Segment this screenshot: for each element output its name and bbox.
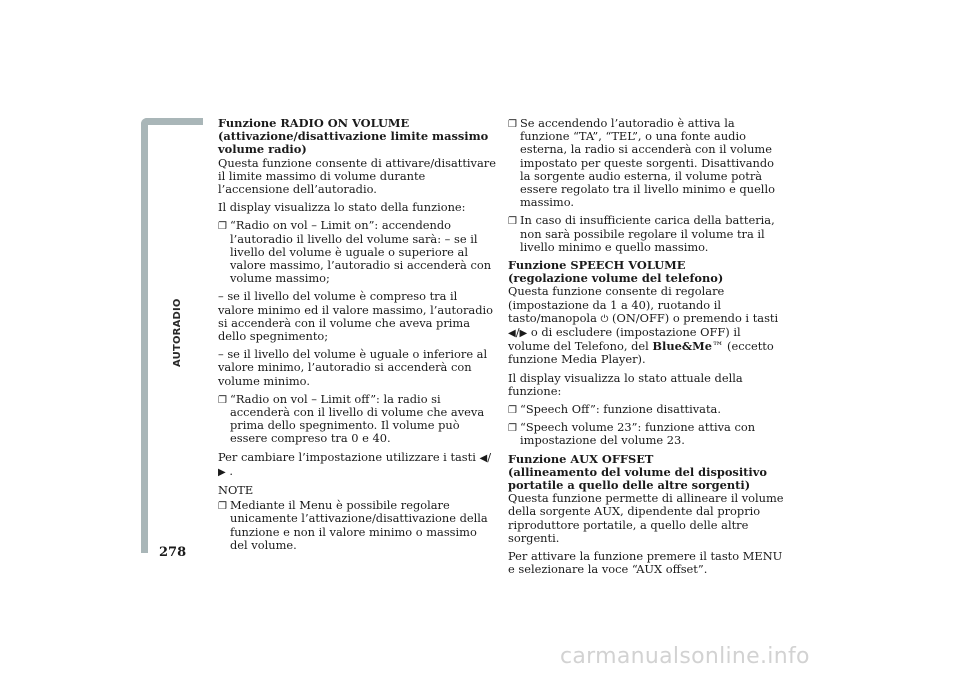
bullet-text: “Speech Off”: funzione disattivata. — [520, 402, 721, 417]
paragraph — [508, 285, 786, 366]
left-arrow-icon: ◀ — [508, 328, 516, 340]
paragraph — [218, 451, 496, 479]
subheading-text: attivazione/disattivazione limite massimo volume radio — [218, 129, 489, 157]
paragraph: – se il livello del volume è compreso tra il valore minimo ed il valore massimo, l’autoradio si accenderà con il volume che aveva prima dello spegnimento; — [218, 289, 494, 344]
watermark: carmanualsonline.info — [560, 644, 810, 669]
brand-name: Blue&Me — [652, 339, 713, 354]
paragraph: Il display visualizza lo stato attuale della funzione: — [508, 370, 743, 398]
paren-close: ) — [717, 271, 724, 286]
bullet-item — [508, 421, 786, 447]
paren-close: ) — [744, 478, 751, 493]
checkbox-bullet-icon: ❐ — [508, 119, 517, 130]
aux-offset-heading: Funzione AUX OFFSET — [508, 451, 654, 466]
paragraph: Il display visualizza lo stato della funzione: — [218, 200, 466, 215]
paragraph: Per attivare la funzione premere il tasto MENU e selezionare la voce “AUX offset”. — [508, 549, 783, 577]
paren-open: ( — [508, 271, 514, 286]
paragraph: Questa funzione consente di attivare/disattivare il limite massimo di volume durante l’accensione dell’autoradio. — [218, 155, 496, 197]
checkbox-bullet-icon: ❐ — [508, 423, 517, 435]
checkbox-bullet-icon: ❐ — [508, 216, 517, 228]
right-arrow-icon: ▶ — [519, 328, 528, 340]
paragraph-text: Per cambiare l’impostazione utilizzare i tasti — [218, 449, 476, 464]
period: . — [229, 463, 233, 478]
bullet-item — [508, 214, 786, 254]
power-icon: ⏻ — [600, 313, 609, 325]
left-arrow-icon: ◀ — [479, 452, 488, 464]
paragraph-text: (ON/OFF) o premendo i tasti — [612, 310, 779, 325]
paragraph-text: ™ (eccetto funzione Media Player). — [508, 339, 774, 367]
subheading-text: allineamento del volume del dispositivo portatile a quello delle altre sorgenti — [508, 464, 767, 493]
separator: / — [515, 325, 520, 340]
paren-close: ) — [301, 142, 307, 157]
paragraph-text: o di escludere (impostazione OFF) il volume del Telefono, del — [508, 325, 741, 354]
note-label: NOTE — [218, 483, 254, 498]
checkbox-bullet-icon: ❐ — [218, 394, 227, 406]
bullet-item — [508, 117, 786, 209]
paragraph: – se il livello del volume è uguale o inferiore al valore minimo, l’autoradio si accenderà con volume minimo. — [218, 347, 488, 388]
paragraph-text: Questa funzione consente di regolare (impostazione da 1 a 40), ruotando il tasto/manopola — [508, 284, 725, 325]
subheading-text: regolazione volume del telefono — [513, 271, 718, 286]
bullet-item — [508, 403, 786, 416]
right-arrow-icon: ▶ — [218, 466, 226, 478]
bullet-text: Se accendendo l’autoradio è attiva la funzione “TA”, “TEL”, o una fonte audio esterna, la radio si accenderà con il volume impostato per queste sorgenti. Disattivando la sorgente audio esterna, il volume potrà essere regolato tra il livello minimo e quello massimo. — [520, 116, 775, 210]
bullet-text: “Radio on vol – Limit on”: accendendo l’autoradio il livello del volume sarà: – se il livello del volume è uguale o superiore al valore massimo, l’autoradio si accenderà con volume massimo; — [230, 218, 492, 286]
checkbox-bullet-icon: ❐ — [218, 501, 227, 513]
bullet-item — [218, 219, 496, 285]
bullet-item — [218, 393, 496, 446]
right-column — [508, 117, 786, 582]
bullet-text: “Speech volume 23”: funzione attiva con impostazione del volume 23. — [520, 420, 756, 448]
side-rule-top — [141, 118, 203, 125]
radio-on-volume-heading: Funzione RADIO ON VOLUME — [218, 116, 410, 130]
paren-open: ( — [218, 129, 224, 144]
page-number: 278 — [159, 545, 187, 560]
radio-on-volume-subheading — [218, 130, 496, 156]
separator: / — [487, 449, 492, 464]
speech-volume-heading: Funzione SPEECH VOLUME — [508, 258, 686, 273]
bullet-item — [218, 499, 496, 552]
checkbox-bullet-icon: ❐ — [508, 405, 517, 417]
side-rule — [141, 118, 148, 553]
aux-offset-subheading — [508, 466, 786, 492]
bullet-text: “Radio on vol – Limit off”: la radio si accenderà con il livello di volume che aveva prima dello spegnimento. Il volume può essere compreso tra 0 e 40. — [230, 391, 485, 446]
left-column — [218, 117, 496, 557]
paragraph: Questa funzione permette di allineare il volume della sorgente AUX, dipendente dal proprio riproduttore portatile, a quello delle altre sorgenti. — [508, 491, 784, 545]
paren-open: ( — [508, 464, 514, 479]
checkbox-bullet-icon: ❐ — [218, 221, 227, 233]
bullet-text: In caso di insufficiente carica della batteria, non sarà possibile regolare il volume tra il livello minimo e quello massimo. — [520, 213, 775, 254]
bullet-text: Mediante il Menu è possibile regolare unicamente l’attivazione/disattivazione della funzione e non il valore minimo o massimo del volume. — [230, 498, 488, 552]
section-label: AUTORADIO — [172, 298, 183, 367]
